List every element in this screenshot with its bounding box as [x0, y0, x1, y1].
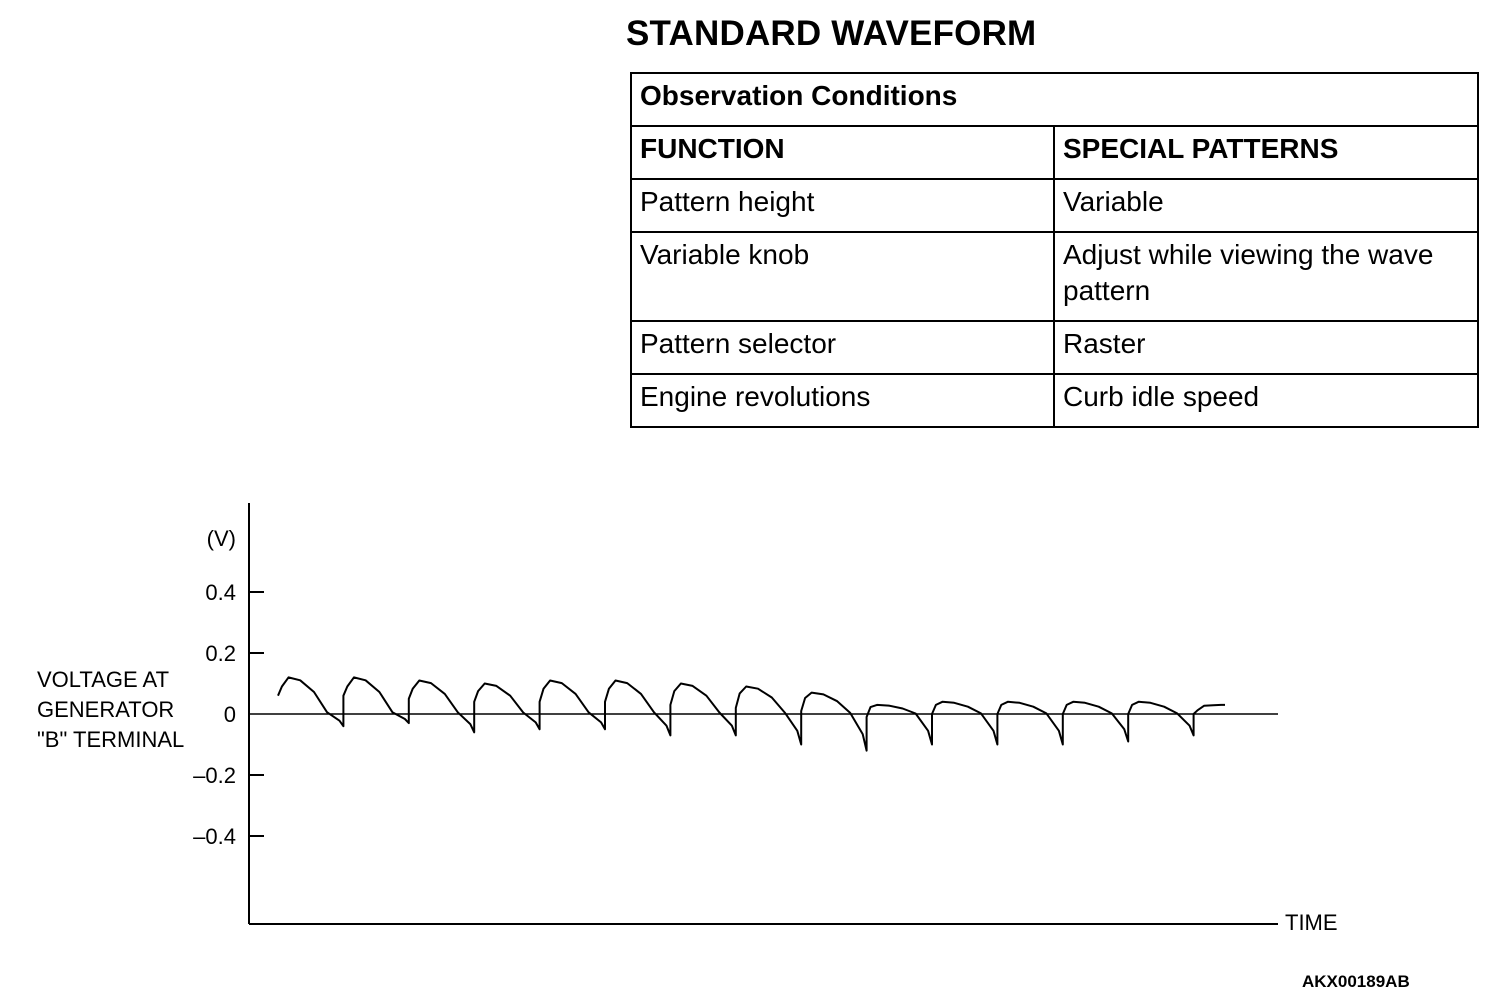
y-axis-label-line-3: "B" TERMINAL — [37, 727, 185, 752]
setting-cell: Raster — [1054, 321, 1478, 374]
y-tick-label: 0 — [223, 702, 236, 727]
x-axis-label: TIME — [1285, 910, 1338, 935]
function-cell: Pattern selector — [631, 321, 1054, 374]
y-unit-label: (V) — [206, 526, 236, 551]
y-tick-label: 0.4 — [205, 580, 236, 605]
function-cell: Pattern height — [631, 179, 1054, 232]
function-cell: Engine revolutions — [631, 374, 1054, 427]
setting-cell: Adjust while viewing the wave pattern — [1054, 232, 1478, 321]
column-header-special-patterns: SPECIAL PATTERNS — [1054, 126, 1478, 179]
table-title: Observation Conditions — [631, 73, 1478, 126]
y-axis-label-line-2: GENERATOR — [37, 697, 175, 722]
column-header-function: FUNCTION — [631, 126, 1054, 179]
figure-code: AKX00189AB — [1302, 972, 1410, 991]
y-tick-label: 0.2 — [205, 641, 236, 666]
y-axis-label-line-1: VOLTAGE AT — [37, 667, 170, 692]
page-title: STANDARD WAVEFORM — [626, 14, 1037, 53]
setting-cell: Variable — [1054, 179, 1478, 232]
function-cell: Variable knob — [631, 232, 1054, 321]
y-tick-label: –0.2 — [193, 763, 236, 788]
setting-cell: Curb idle speed — [1054, 374, 1478, 427]
y-tick-label: –0.4 — [193, 824, 236, 849]
